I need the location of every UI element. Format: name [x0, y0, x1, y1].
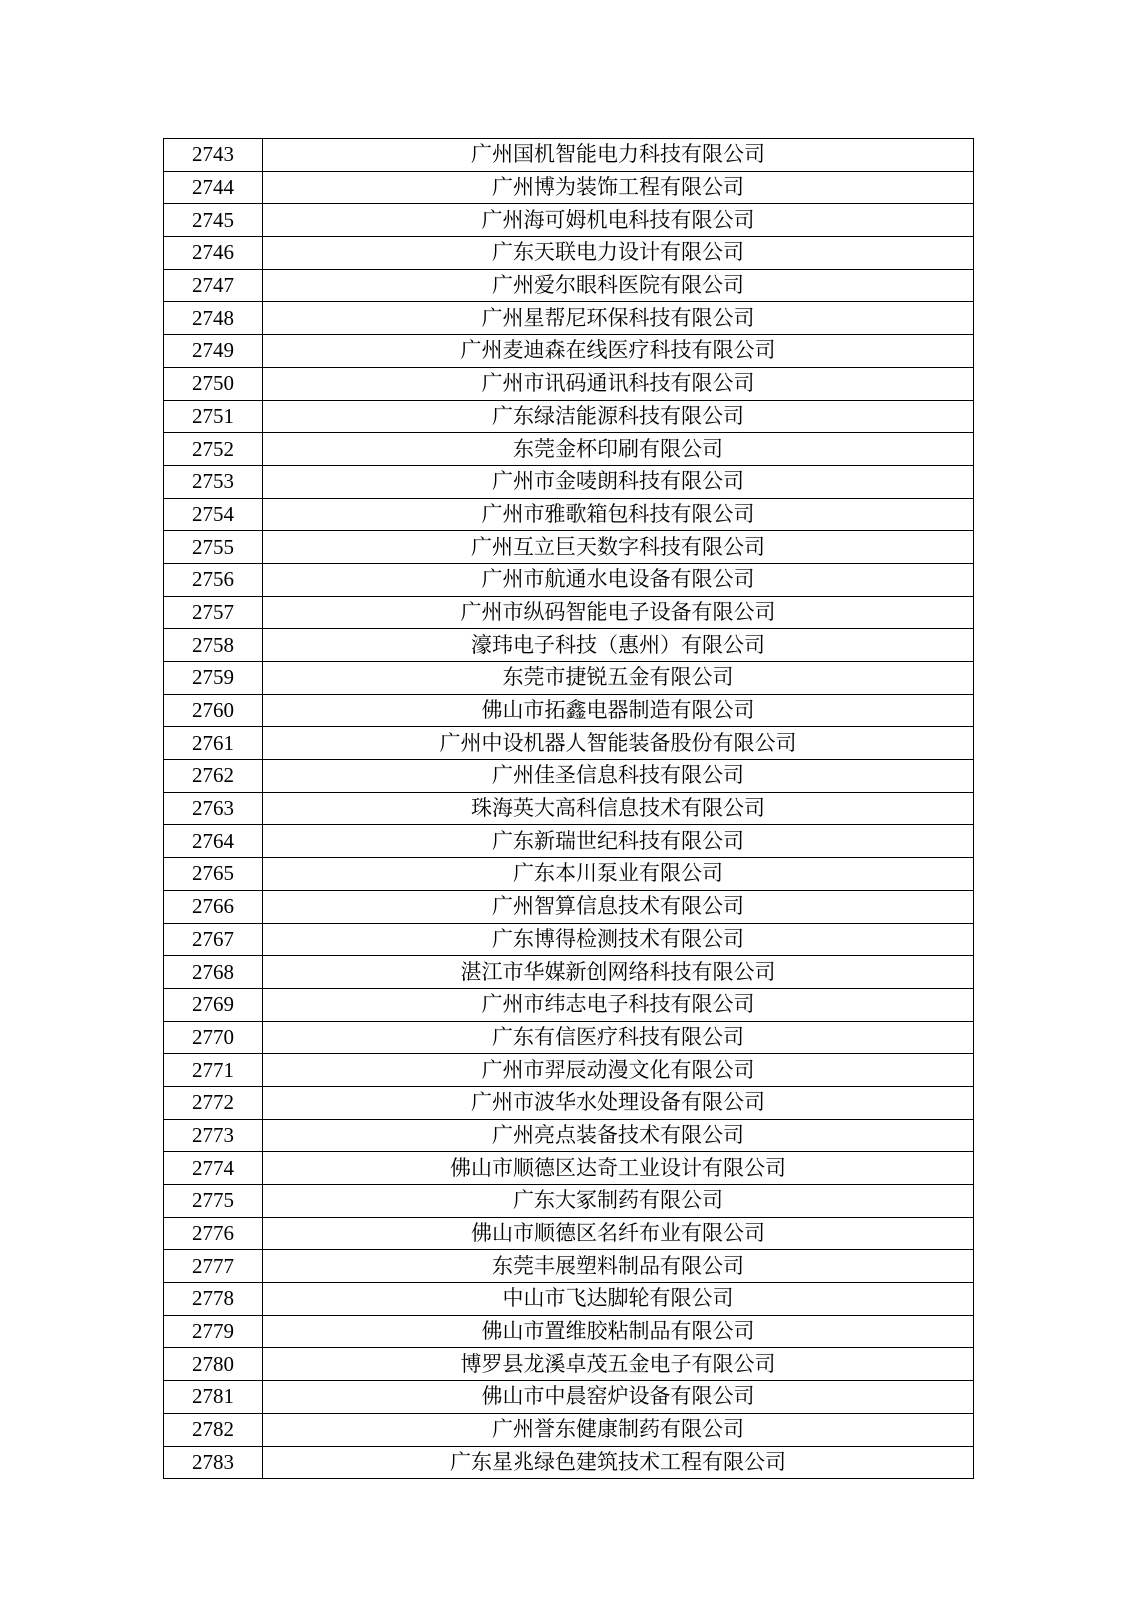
company-name-cell: 广州海可姆机电科技有限公司 — [263, 204, 974, 237]
company-name-cell: 广东本川泵业有限公司 — [263, 858, 974, 891]
row-number-cell: 2779 — [164, 1315, 263, 1348]
row-number-cell: 2756 — [164, 563, 263, 596]
row-number-cell: 2743 — [164, 139, 263, 172]
table-row — [164, 694, 974, 727]
company-name-cell: 广州星帮尼环保科技有限公司 — [263, 302, 974, 335]
row-number-cell: 2769 — [164, 988, 263, 1021]
company-name-cell: 广州博为装饰工程有限公司 — [263, 171, 974, 204]
company-name-cell: 珠海英大高科信息技术有限公司 — [263, 792, 974, 825]
company-name-cell: 博罗县龙溪卓茂五金电子有限公司 — [263, 1348, 974, 1381]
table-row — [164, 1119, 974, 1152]
company-name-cell: 广州亮点装备技术有限公司 — [263, 1119, 974, 1152]
table-row — [164, 1413, 974, 1446]
company-name-cell: 广东新瑞世纪科技有限公司 — [263, 825, 974, 858]
table-row — [164, 1086, 974, 1119]
table-row — [164, 237, 974, 270]
company-name-cell: 广东博得检测技术有限公司 — [263, 923, 974, 956]
row-number-cell: 2771 — [164, 1054, 263, 1087]
table-row — [164, 1381, 974, 1414]
table-row — [164, 400, 974, 433]
table-row — [164, 1054, 974, 1087]
row-number-cell: 2744 — [164, 171, 263, 204]
company-name-cell: 广东天联电力设计有限公司 — [263, 237, 974, 270]
table-row — [164, 596, 974, 629]
company-name-cell: 佛山市拓鑫电器制造有限公司 — [263, 694, 974, 727]
table-row — [164, 825, 974, 858]
table-row — [164, 269, 974, 302]
row-number-cell: 2761 — [164, 727, 263, 760]
company-name-cell: 东莞市捷锐五金有限公司 — [263, 662, 974, 695]
row-number-cell: 2747 — [164, 269, 263, 302]
table-row — [164, 139, 974, 172]
table-row — [164, 1348, 974, 1381]
row-number-cell: 2776 — [164, 1217, 263, 1250]
company-name-cell: 广东有信医疗科技有限公司 — [263, 1021, 974, 1054]
company-name-cell: 广东星兆绿色建筑技术工程有限公司 — [263, 1446, 974, 1479]
row-number-cell: 2752 — [164, 433, 263, 466]
row-number-cell: 2775 — [164, 1185, 263, 1218]
company-name-cell: 佛山市顺德区名纤布业有限公司 — [263, 1217, 974, 1250]
table-row — [164, 1217, 974, 1250]
row-number-cell: 2781 — [164, 1381, 263, 1414]
company-name-cell: 广东绿洁能源科技有限公司 — [263, 400, 974, 433]
table-row — [164, 858, 974, 891]
company-name-cell: 佛山市中晨窑炉设备有限公司 — [263, 1381, 974, 1414]
row-number-cell: 2764 — [164, 825, 263, 858]
company-name-cell: 广州市纵码智能电子设备有限公司 — [263, 596, 974, 629]
row-number-cell: 2782 — [164, 1413, 263, 1446]
company-name-cell: 广东大冢制药有限公司 — [263, 1185, 974, 1218]
company-name-cell: 广州市讯码通讯科技有限公司 — [263, 367, 974, 400]
row-number-cell: 2763 — [164, 792, 263, 825]
row-number-cell: 2751 — [164, 400, 263, 433]
table-row — [164, 792, 974, 825]
row-number-cell: 2750 — [164, 367, 263, 400]
table-row — [164, 433, 974, 466]
company-name-cell: 广州市羿辰动漫文化有限公司 — [263, 1054, 974, 1087]
row-number-cell: 2783 — [164, 1446, 263, 1479]
company-name-cell: 佛山市置维胶粘制品有限公司 — [263, 1315, 974, 1348]
table-row — [164, 335, 974, 368]
table-row — [164, 531, 974, 564]
company-name-cell: 东莞金杯印刷有限公司 — [263, 433, 974, 466]
company-name-cell: 广州市纬志电子科技有限公司 — [263, 988, 974, 1021]
table-row — [164, 563, 974, 596]
table-row — [164, 1250, 974, 1283]
company-name-cell: 广州市金唛朗科技有限公司 — [263, 465, 974, 498]
row-number-cell: 2768 — [164, 956, 263, 989]
row-number-cell: 2774 — [164, 1152, 263, 1185]
table-row — [164, 890, 974, 923]
table-row — [164, 727, 974, 760]
row-number-cell: 2760 — [164, 694, 263, 727]
row-number-cell: 2773 — [164, 1119, 263, 1152]
company-name-cell: 广州市波华水处理设备有限公司 — [263, 1086, 974, 1119]
table-row — [164, 629, 974, 662]
row-number-cell: 2759 — [164, 662, 263, 695]
table-row — [164, 1152, 974, 1185]
row-number-cell: 2778 — [164, 1283, 263, 1316]
row-number-cell: 2766 — [164, 890, 263, 923]
row-number-cell: 2777 — [164, 1250, 263, 1283]
row-number-cell: 2767 — [164, 923, 263, 956]
table-row — [164, 498, 974, 531]
row-number-cell: 2780 — [164, 1348, 263, 1381]
row-number-cell: 2748 — [164, 302, 263, 335]
row-number-cell: 2758 — [164, 629, 263, 662]
table-row — [164, 302, 974, 335]
table-row — [164, 465, 974, 498]
table-row — [164, 1185, 974, 1218]
company-name-cell: 东莞丰展塑料制品有限公司 — [263, 1250, 974, 1283]
table-row — [164, 988, 974, 1021]
company-name-cell: 广州中设机器人智能装备股份有限公司 — [263, 727, 974, 760]
table-row — [164, 923, 974, 956]
table-row — [164, 171, 974, 204]
row-number-cell: 2757 — [164, 596, 263, 629]
row-number-cell: 2755 — [164, 531, 263, 564]
row-number-cell: 2770 — [164, 1021, 263, 1054]
table-row — [164, 367, 974, 400]
table-row — [164, 204, 974, 237]
table-row — [164, 1315, 974, 1348]
company-name-cell: 广州爱尔眼科医院有限公司 — [263, 269, 974, 302]
table-body — [164, 139, 974, 1479]
company-name-cell: 广州智算信息技术有限公司 — [263, 890, 974, 923]
company-name-cell: 湛江市华媒新创网络科技有限公司 — [263, 956, 974, 989]
company-name-cell: 广州市航通水电设备有限公司 — [263, 563, 974, 596]
table-row — [164, 1021, 974, 1054]
company-name-cell: 中山市飞达脚轮有限公司 — [263, 1283, 974, 1316]
row-number-cell: 2749 — [164, 335, 263, 368]
company-name-cell: 广州国机智能电力科技有限公司 — [263, 139, 974, 172]
row-number-cell: 2746 — [164, 237, 263, 270]
company-list-table — [163, 138, 974, 1479]
table-row — [164, 1446, 974, 1479]
table-row — [164, 662, 974, 695]
company-name-cell: 广州麦迪森在线医疗科技有限公司 — [263, 335, 974, 368]
row-number-cell: 2753 — [164, 465, 263, 498]
table-row — [164, 760, 974, 793]
company-name-cell: 濠玮电子科技（惠州）有限公司 — [263, 629, 974, 662]
company-name-cell: 广州佳圣信息科技有限公司 — [263, 760, 974, 793]
row-number-cell: 2762 — [164, 760, 263, 793]
table-row — [164, 956, 974, 989]
company-name-cell: 广州市雅歌箱包科技有限公司 — [263, 498, 974, 531]
row-number-cell: 2745 — [164, 204, 263, 237]
company-name-cell: 佛山市顺德区达奇工业设计有限公司 — [263, 1152, 974, 1185]
row-number-cell: 2765 — [164, 858, 263, 891]
company-name-cell: 广州互立巨天数字科技有限公司 — [263, 531, 974, 564]
company-name-cell: 广州誉东健康制药有限公司 — [263, 1413, 974, 1446]
row-number-cell: 2754 — [164, 498, 263, 531]
table-row — [164, 1283, 974, 1316]
row-number-cell: 2772 — [164, 1086, 263, 1119]
